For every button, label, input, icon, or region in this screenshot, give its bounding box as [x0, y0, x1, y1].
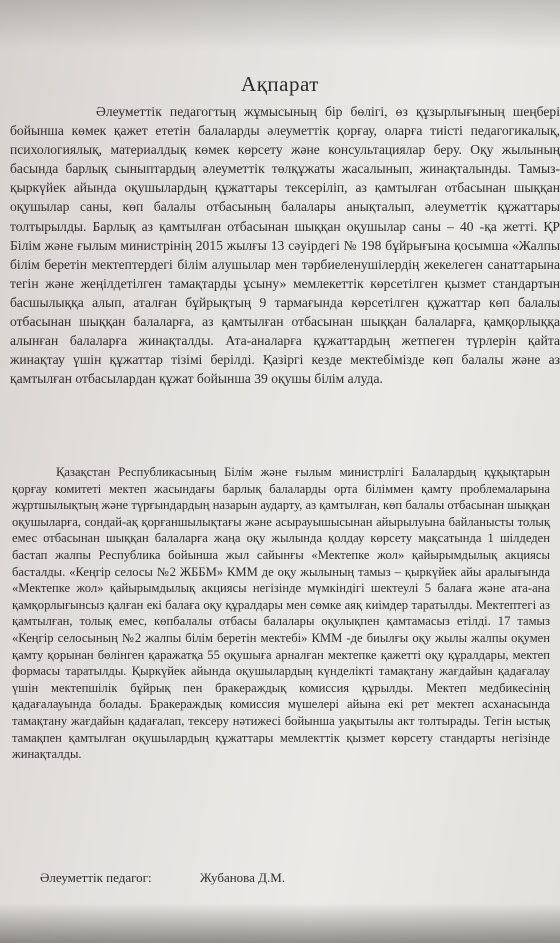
signature-name: Жубанова Д.М. — [200, 870, 286, 885]
page-top-shadow — [0, 0, 560, 50]
page-bottom-shadow — [0, 903, 560, 943]
document-title: Ақпарат — [241, 72, 319, 96]
signature-role: Әлеуметтік педагог: — [40, 870, 152, 885]
paragraph-1: Әлеуметтік педагогтың жұмысының бір бөлігі, өз құзырлығының шеңбері бойынша көмек қажет ететін балаларды әлеуметтік қорғау, оларға тиісті педагогикалық, психологиялық, материалдық көмек көрсету және консультациялар беру. Оқу жылының басында барлық сыныптардың әлеуметтік төлқұжаты жасалынып, жинақталынды. Тамыз-қыркүйек айында оқушылардың құжаттары тексеріліп, аз қамтылған отбасынан шыққан оқушылар саны, көп балалы отбасының балалары анықталып, әлеуметтік құжаттары толтырылды. Барлық аз қамтылған отбасынан шыққан оқушылар саны – 40 -қа жетті. ҚР Білім және ғылым министрінің 2015 жылғы 13 сәуірдегі № 198 бұйрығына қосымша «Жалпы білім беретін мектептердегі білім алушылар мен тәрбиеленушілердің жекелеген санаттарына тегін және жеңілдетілген тамақтарды ұсыну» мемлекеттік көрсетілген қызмет стандартын басшылыққа алып, аталған бұйрықтың 9 тармағында көрсетілген құжаттар көп балалы отбасынан шыққан балаларға, аз қамтылған отбасынан шыққан балаларға, қамқорлыққа алынған балаларға жинақталды. Ата-аналарға құжаттардың жетпеген түрлерін қайта жинақтау үшін құжаттар тізімі берілді. Қазіргі кезде мектебімізде көп балалы және аз қамтылған отбасылардан құжат бойынша 39 оқушы білім алуда. — [10, 104, 560, 387]
paragraph-2: Қазақстан Республикасының Білім және ғылым министрлігі Балалардың құқықтарын қорғау комитеті мектеп жасындағы барлық балаларды орта біліммен қамту проблемаларына жұртшылықтың және түрғындардың назарын аударту, аз қамтылған, көп балалы отбасынан шыққан оқушыларға, сондай-ақ қорғаншылықтағы және асырауышысынан айырылуына байланысты толық емес отбасынан шыққан балаларға жаңа оқу жылында қолдау көрсету мақсатында 1 шілдеден бастап жалпы Республика бойынша жыл сайынғы «Мектепке жол» қайырымдылық акциясы басталды. «Кеңгір селосы №2 ЖББМ» КММ де оқу жылының тамыз – қыркүйек айы аралығында «Мектепке жол» қайырымдылық акциясы негізінде мүмкіндігі шектеулі 5 балаға және ата-ана қамқорлығынсыз қалған екі балаға оқу құралдары мен сөмке аяқ киімдер таратылды. Мектептегі аз қамтылған, толық емес, көпбалалы отбасы балалары оқулықпен қамтамасыз етілді. 17 тамыз «Кеңгір селосының №2 жалпы білім беретін мектебі» КММ -де биылғы оқу жылы жалпы оқумен қамту қорынан бөлінген қаражатқа 55 оқушыға арналған мектепке қажетті оқу құралдары, мектеп формасы таратылды. Қыркүйек айында оқушылардың күнделікті тамақтану жағдайын қадағалау үшін мектепшілік бұйрық пен бракераждық комиссия құрылды. Мектеп медбикесінің қадағалауында болады. Бракераждық комиссия мүшелері айына екі рет мектеп асханасында тамақтану жағдайын қадағалап, тексеру нәтижесі бойынша уақытылы акт толтырады. Тегін ыстық тамақпен қамтылған оқушылардың құжаттары мемлекттік қызмет көрсету стандарты негізінде жинақталды. — [12, 465, 550, 762]
signature-line — [40, 870, 540, 886]
